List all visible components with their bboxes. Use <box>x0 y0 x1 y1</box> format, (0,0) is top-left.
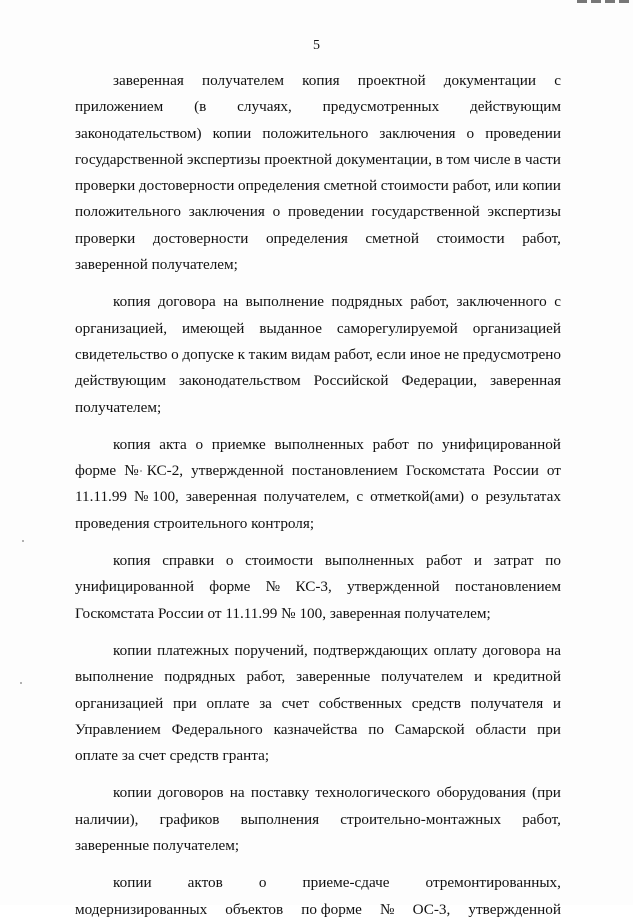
text-line <box>75 289 561 315</box>
word: стоимости <box>380 177 449 195</box>
word: копия <box>302 72 340 89</box>
word: по <box>368 720 384 738</box>
text-line <box>75 548 561 574</box>
text-line <box>75 897 561 923</box>
word: заверенные получателем; <box>75 837 240 855</box>
word: копии <box>212 124 252 142</box>
text-line <box>75 199 561 225</box>
word: договора <box>157 293 216 311</box>
word: о <box>466 124 475 142</box>
word: объектов <box>225 900 284 918</box>
paragraph <box>75 68 561 278</box>
word: заключения <box>188 203 265 221</box>
word: оплате <box>206 694 250 712</box>
text-line <box>75 717 561 743</box>
page-number: 5 <box>313 38 320 53</box>
word: на <box>229 784 245 802</box>
word: платежных <box>157 641 229 659</box>
word: по <box>545 552 561 570</box>
word: не <box>444 345 460 363</box>
word: оборудования <box>436 784 526 802</box>
word: организацией, <box>75 319 168 337</box>
word: форме <box>75 462 117 480</box>
word: сметной <box>365 229 420 247</box>
word: работ, <box>522 810 561 828</box>
word: заверенная <box>113 72 184 89</box>
word: части <box>525 150 561 168</box>
word: к <box>237 345 245 363</box>
word: кредитной <box>493 668 561 686</box>
word: предусмотрено <box>462 345 561 363</box>
word: о <box>471 488 479 506</box>
word: достоверности <box>138 177 235 195</box>
word: оплате за счет средств гранта; <box>75 747 270 765</box>
text-line <box>75 664 561 690</box>
word: о <box>272 203 281 221</box>
word: № <box>265 578 281 596</box>
word: выполнение <box>245 293 324 311</box>
word: отремонтированных, <box>425 874 561 892</box>
word: № 100, <box>133 488 179 506</box>
word: получателем; <box>75 398 162 416</box>
word: подтверждающих <box>313 641 429 659</box>
text-line <box>75 342 561 368</box>
word: работ, <box>452 177 492 195</box>
paragraph <box>75 289 561 420</box>
word: и <box>474 668 483 686</box>
word: стоимости <box>245 552 314 570</box>
paragraph <box>75 870 561 923</box>
word: КС-2, <box>146 462 184 480</box>
word: сметной <box>323 177 378 195</box>
word: определения <box>238 177 320 195</box>
word: получателем <box>202 72 285 89</box>
word: в <box>435 150 443 168</box>
text-line <box>75 691 561 717</box>
word: акта <box>159 435 187 453</box>
text-line <box>75 870 561 896</box>
word: с <box>554 293 561 311</box>
word: о <box>258 874 267 892</box>
text-line <box>75 94 561 120</box>
paragraph <box>75 638 561 769</box>
word: по <box>417 435 434 453</box>
word: получателя <box>470 694 544 712</box>
text-line <box>75 458 561 484</box>
word: заключенного <box>456 293 547 311</box>
word: области <box>475 720 527 738</box>
word: копии <box>113 784 152 802</box>
word: технологического <box>315 784 431 802</box>
text-line <box>75 574 561 600</box>
paragraph <box>75 780 561 859</box>
word: ОС-3, <box>412 900 451 918</box>
word: если <box>376 345 407 363</box>
text-line <box>75 68 561 94</box>
word: 11.11.99 <box>75 488 128 506</box>
word: проведении <box>287 203 364 221</box>
word: (в <box>194 98 207 116</box>
word: документации, <box>335 150 432 168</box>
word: (при <box>532 784 561 802</box>
word: приложением <box>75 98 164 116</box>
word: актов <box>187 874 223 892</box>
word: утвержденной <box>191 462 284 480</box>
text-line <box>75 511 561 537</box>
text-line <box>75 173 561 199</box>
text-line <box>75 226 561 252</box>
word: экспертизы <box>186 150 261 168</box>
word: положительного <box>262 124 369 142</box>
word: при <box>537 720 561 738</box>
word: заверенной получателем; <box>75 256 238 274</box>
text-line <box>75 743 561 769</box>
word: Госкомстата России от 11.11.99 № 100, заверенная получателем; <box>75 604 491 622</box>
text-line <box>75 147 561 173</box>
text-line <box>75 395 561 421</box>
word: при <box>172 694 197 712</box>
scan-edge-marks <box>563 0 633 6</box>
word: справки <box>162 552 215 570</box>
word: заверенные <box>296 668 371 686</box>
word: законодательством) <box>75 124 202 142</box>
word: заверенная <box>490 372 561 390</box>
word: средств <box>411 694 461 712</box>
text-line <box>75 252 561 278</box>
word: Управлением <box>75 720 161 738</box>
word: работ, <box>334 345 373 363</box>
word: № <box>124 462 139 480</box>
paragraph-gap <box>75 769 561 780</box>
word: за <box>259 694 272 712</box>
word: заключения <box>379 124 456 142</box>
word: результатах <box>485 488 561 506</box>
word: проверки <box>75 229 136 247</box>
text-line <box>75 368 561 394</box>
word: имеющей <box>182 319 245 337</box>
word: достоверности <box>152 229 249 247</box>
word: форме <box>209 578 251 596</box>
word: или <box>494 177 519 195</box>
word: выполнение <box>75 668 154 686</box>
word: о <box>171 345 179 363</box>
word: заверенная <box>185 488 257 506</box>
word: Федерации, <box>401 372 478 390</box>
paragraph <box>75 548 561 627</box>
word: унифицированной <box>75 578 194 596</box>
word: получателем, <box>263 488 350 506</box>
word: от <box>546 462 561 480</box>
word: случаях, <box>237 98 292 116</box>
word: документации <box>443 72 537 89</box>
word: видам <box>291 345 331 363</box>
word: России <box>493 462 539 480</box>
word: проведении <box>485 124 561 142</box>
word: работ, <box>522 229 561 247</box>
text-line <box>75 807 561 833</box>
word: на <box>546 641 561 659</box>
text-line <box>75 484 561 510</box>
word: выполнения <box>240 810 320 828</box>
text-line <box>75 316 561 342</box>
word: выполненных <box>324 552 415 570</box>
word: о <box>225 552 234 570</box>
word: проектной <box>357 72 426 89</box>
word: счет <box>281 694 310 712</box>
word: допуске <box>182 345 234 363</box>
word: отметкой(ами) <box>370 488 465 506</box>
word: выданное <box>259 319 322 337</box>
text-line <box>75 638 561 664</box>
word: и <box>552 694 561 712</box>
word: государственной <box>371 203 480 221</box>
word: том <box>446 150 470 168</box>
word: предусмотренных <box>322 98 440 116</box>
word: действующим <box>470 98 561 116</box>
word: графиков <box>159 810 220 828</box>
text-line <box>75 121 561 147</box>
document-body <box>75 68 561 923</box>
word: наличии), <box>75 810 139 828</box>
word: действующим <box>75 372 166 390</box>
word: копия <box>113 293 151 311</box>
word: выполненных <box>274 435 364 453</box>
word: казначейства <box>273 720 358 738</box>
word: приеме-сдаче <box>302 874 390 892</box>
word: утвержденной <box>468 900 561 918</box>
text-line <box>75 833 561 859</box>
word: копии <box>113 874 152 892</box>
word: затрат <box>493 552 534 570</box>
paragraph-gap <box>75 421 561 432</box>
word: экспертизы <box>487 203 561 221</box>
text-line <box>75 601 561 627</box>
word: унифицированной <box>441 435 561 453</box>
word: Российской <box>313 372 389 390</box>
word: постановлением <box>291 462 398 480</box>
paragraph <box>75 432 561 537</box>
word: определения <box>265 229 348 247</box>
word: с <box>356 488 364 506</box>
word: иное <box>409 345 441 363</box>
word: и <box>473 552 482 570</box>
word: модернизированных <box>75 900 208 918</box>
word: Федерального <box>171 720 263 738</box>
word: КС-3, <box>295 578 332 596</box>
word: копии <box>522 177 561 195</box>
word: организацией <box>472 319 561 337</box>
word: таким <box>248 345 288 363</box>
word: копия <box>113 435 151 453</box>
word: свидетельство <box>75 345 168 363</box>
paragraph-gap <box>75 537 561 548</box>
word: государственной <box>75 150 184 168</box>
word: работ, <box>246 668 286 686</box>
paragraph-gap <box>75 627 561 638</box>
word: проверки <box>75 177 136 195</box>
word: Госкомстата <box>405 462 486 480</box>
word: подрядных <box>164 668 236 686</box>
word: копии <box>113 641 152 659</box>
text-line <box>75 432 561 458</box>
word: положительного <box>75 203 181 221</box>
word: получателем <box>381 668 464 686</box>
word: работ, <box>410 293 450 311</box>
word: работ <box>372 435 409 453</box>
word: приемке <box>211 435 266 453</box>
word: постановлением <box>454 578 561 596</box>
word: поставку <box>250 784 310 802</box>
word: стоимости <box>436 229 505 247</box>
word: проектной <box>264 150 333 168</box>
word: по форме <box>301 900 362 918</box>
word: утвержденной <box>347 578 440 596</box>
word: проведения строительного контроля; <box>75 514 315 532</box>
word: строительно-монтажных <box>340 810 502 828</box>
word: в <box>514 150 522 168</box>
word: организацией <box>75 694 164 712</box>
word: с <box>554 72 561 89</box>
word: договоров <box>157 784 224 802</box>
word: саморегулируемой <box>336 319 458 337</box>
word: договора <box>482 641 541 659</box>
text-line <box>75 780 561 806</box>
word: числе <box>473 150 511 168</box>
word: на <box>223 293 239 311</box>
paragraph-gap <box>75 278 561 289</box>
word: № <box>380 900 395 918</box>
word: работ <box>426 552 463 570</box>
word: подрядных <box>331 293 403 311</box>
word: оплату <box>433 641 478 659</box>
paragraph-gap <box>75 859 561 870</box>
word: поручений, <box>234 641 308 659</box>
word: Самарской <box>394 720 465 738</box>
word: законодательством <box>179 372 301 390</box>
word: копия <box>113 552 151 570</box>
word: собственных <box>318 694 403 712</box>
word: о <box>195 435 204 453</box>
